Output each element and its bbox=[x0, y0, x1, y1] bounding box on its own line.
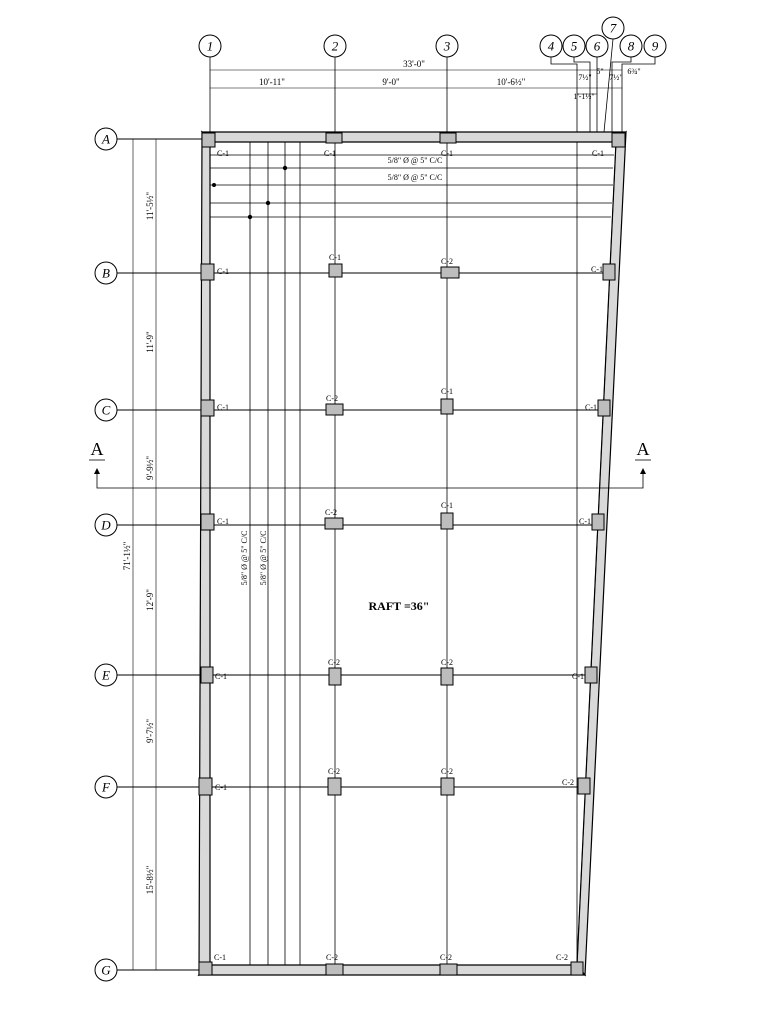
column-e2 bbox=[329, 668, 341, 685]
column-label-a9: C-1 bbox=[592, 149, 604, 158]
column-label-d1: C-1 bbox=[217, 517, 229, 526]
section-mark-left: A bbox=[90, 439, 104, 459]
column-label-g9: C-2 bbox=[556, 953, 568, 962]
column-label-g2: C-2 bbox=[326, 953, 338, 962]
column-label-c3: C-1 bbox=[441, 387, 453, 396]
section-line bbox=[89, 439, 651, 488]
column-a2 bbox=[326, 133, 342, 143]
column-label-g3: C-2 bbox=[440, 953, 452, 962]
column-f2 bbox=[328, 778, 341, 795]
dim-bay-2-3: 9'-0" bbox=[382, 77, 400, 87]
column-label-g1: C-1 bbox=[214, 953, 226, 962]
grid-label-8: 8 bbox=[627, 38, 635, 54]
dim-bay-4-5: 7½" bbox=[578, 73, 592, 82]
column-d3 bbox=[441, 513, 453, 529]
column-g3 bbox=[440, 964, 457, 975]
column-a3 bbox=[440, 133, 456, 143]
rebar-dot bbox=[212, 183, 216, 187]
raft-thickness-label: RAFT =36" bbox=[368, 599, 430, 613]
dim-bay-1-2: 10'-11" bbox=[259, 77, 285, 87]
column-e1 bbox=[201, 667, 213, 683]
dim-row-a-b: 11'-5½" bbox=[145, 191, 155, 221]
column-label-e1: C-1 bbox=[215, 672, 227, 681]
column-c3 bbox=[441, 399, 453, 414]
grid-label-a: A bbox=[102, 131, 110, 147]
column-b2 bbox=[329, 264, 342, 277]
grid-label-9: 9 bbox=[651, 38, 659, 54]
dim-row-b-c: 11'-9" bbox=[145, 331, 155, 353]
column-f9 bbox=[578, 778, 590, 794]
column-d1 bbox=[201, 514, 214, 530]
column-f1 bbox=[199, 778, 212, 795]
column-g9 bbox=[571, 962, 583, 975]
top-dimensions bbox=[210, 59, 641, 101]
dim-row-f-g: 15'-8½" bbox=[145, 865, 155, 895]
grid-label-f: F bbox=[102, 779, 110, 795]
grid-label-e: E bbox=[102, 667, 110, 683]
grid-label-3: 3 bbox=[443, 38, 451, 54]
column-label-c9: C-1 bbox=[585, 403, 597, 412]
column-label-f2: C-2 bbox=[328, 767, 340, 776]
rebar-dot bbox=[283, 166, 287, 170]
grid-label-6: 6 bbox=[593, 38, 601, 54]
column-label-e3: C-2 bbox=[441, 658, 453, 667]
column-e9 bbox=[585, 667, 597, 683]
column-d2 bbox=[325, 518, 343, 529]
grid-label-7: 7 bbox=[609, 20, 617, 36]
grid-label-5: 5 bbox=[570, 38, 578, 54]
grid-label-b: B bbox=[102, 265, 110, 281]
rebar-note-vert-2: 5/8" Ø @ 5" C/C bbox=[259, 530, 268, 586]
left-dimensions bbox=[122, 139, 161, 970]
column-a9 bbox=[612, 133, 625, 147]
column-label-a1: C-1 bbox=[217, 149, 229, 158]
grid-label-1: 1 bbox=[206, 38, 214, 54]
dim-bay-3-4: 10'-6½" bbox=[496, 77, 526, 87]
column-label-e9: C-1 bbox=[572, 672, 584, 681]
column-label-b2: C-1 bbox=[329, 253, 341, 262]
column-label-e2: C-2 bbox=[328, 658, 340, 667]
column-label-b3: C-2 bbox=[441, 257, 453, 266]
rebar-lines bbox=[210, 142, 614, 965]
column-g1 bbox=[199, 962, 212, 975]
column-f3 bbox=[441, 778, 454, 795]
column-e3 bbox=[441, 668, 453, 685]
grid-label-c: C bbox=[101, 402, 111, 418]
column-b9 bbox=[603, 264, 615, 280]
column-c9 bbox=[598, 400, 610, 416]
column-c2 bbox=[326, 404, 343, 415]
column-label-f1: C-1 bbox=[215, 783, 227, 792]
dim-bay-4-6-total: 1'-1½" bbox=[573, 92, 595, 101]
column-label-b1: C-1 bbox=[217, 267, 229, 276]
rebar-note-vert-1: 5/8" Ø @ 5" C/C bbox=[240, 530, 249, 586]
rebar-dot bbox=[266, 201, 270, 205]
grid-label-2: 2 bbox=[331, 38, 339, 54]
column-b3 bbox=[441, 267, 459, 278]
column-label-f3: C-2 bbox=[441, 767, 453, 776]
row-grid-bubbles bbox=[95, 128, 616, 981]
grid-label-4: 4 bbox=[547, 38, 555, 54]
dim-bay-6-8: 7½" bbox=[609, 73, 623, 82]
grid-label-g: G bbox=[101, 962, 111, 978]
dim-row-e-f: 9'-7½" bbox=[145, 718, 155, 744]
internal-grid bbox=[335, 142, 577, 965]
section-mark-right: A bbox=[636, 439, 650, 459]
dim-overall-width: 33'-0" bbox=[403, 59, 425, 69]
dim-overall-height: 71'-1½" bbox=[122, 541, 132, 571]
rebar-note-top-2: 5/8" Ø @ 5" C/C bbox=[387, 173, 443, 182]
column-b1 bbox=[201, 264, 214, 280]
rebar-note-top-1: 5/8" Ø @ 5" C/C bbox=[387, 156, 443, 165]
dim-row-c-d: 9'-9½" bbox=[145, 455, 155, 481]
rebar-dot bbox=[248, 215, 252, 219]
column-label-c2: C-2 bbox=[326, 394, 338, 403]
column-label-c1: C-1 bbox=[217, 403, 229, 412]
dim-bay-5-6: 5" bbox=[596, 67, 604, 76]
column-label-d9: C-1 bbox=[579, 517, 591, 526]
dim-bay-8-9: 6¾" bbox=[627, 67, 641, 76]
column-d9 bbox=[592, 514, 604, 530]
column-label-b9: C-1 bbox=[591, 265, 603, 274]
column-label-a2: C-1 bbox=[324, 149, 336, 158]
dim-row-d-e: 12'-9" bbox=[145, 589, 155, 611]
column-g2 bbox=[326, 964, 343, 975]
column-c1 bbox=[201, 400, 214, 416]
column-a1 bbox=[202, 133, 215, 147]
grid-label-d: D bbox=[101, 517, 111, 533]
column-label-f9: C-2 bbox=[562, 778, 574, 787]
column-label-a3: C-1 bbox=[441, 149, 453, 158]
column-label-d2: C-2 bbox=[325, 508, 337, 517]
column-label-d3: C-1 bbox=[441, 501, 453, 510]
